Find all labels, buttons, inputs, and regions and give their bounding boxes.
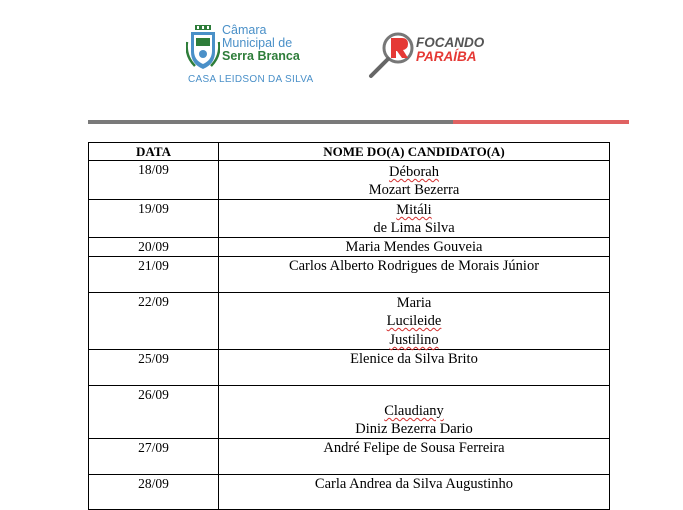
camara-municipal-logo [186,24,318,88]
table-row [89,386,610,439]
row-candidate-name: Elenice da Silva Brito [350,351,478,367]
candidate-schedule-table [88,142,610,510]
row-candidate-name: Mitáli de Lima Silva [373,202,455,236]
focando-paraiba-logo [366,30,506,80]
table-header-row [89,143,610,161]
row-candidate-name: Déborah Mozart Bezerra [368,164,460,198]
magnifier-icon [366,30,418,80]
row-date: 19/09 [138,201,169,216]
table-row [89,350,610,386]
table-row [89,439,610,475]
city-crest-icon [186,24,220,72]
row-date: 22/09 [138,294,169,309]
header-rule-red [453,120,629,124]
row-date: 21/09 [138,258,169,273]
row-date: 25/09 [138,351,169,366]
row-candidate-name: André Felipe de Sousa Ferreira [323,440,505,456]
row-date: 18/09 [138,162,169,177]
row-date: 26/09 [138,387,169,402]
camara-line3: Serra Branca [222,49,300,63]
table-row [89,293,610,350]
row-candidate-name: Maria Mendes Gouveia [345,239,483,255]
camara-wordmark [222,24,300,63]
row-candidate-name: Carla Andrea da Silva Augustinho [314,476,514,492]
table-row [89,161,610,200]
focando-line2: PARAÍBA [416,49,477,64]
focando-wordmark [416,36,484,64]
row-date: 28/09 [138,476,169,491]
column-header-name: NOME DO(A) CANDIDATO(A) [219,143,610,161]
camara-line1: Câmara [222,23,267,37]
column-header-date: DATA [89,143,219,161]
focando-line1: FOCANDO [416,35,485,50]
table-row [89,200,610,238]
row-candidate-name: Maria Lucileide Justilino [386,295,442,348]
row-date: 27/09 [138,440,169,455]
header-rule-grey [88,120,453,124]
camara-subtitle: CASA LEIDSON DA SILVA [188,74,314,85]
table-row [89,475,610,510]
camara-line2: Municipal de [222,36,293,50]
table-row [89,238,610,257]
row-candidate-name: Carlos Alberto Rodrigues de Morais Júnior [288,258,540,274]
row-candidate-name: Claudiany Diniz Bezerra Dario [355,403,473,437]
row-date: 20/09 [138,239,169,254]
table-row [89,257,610,293]
